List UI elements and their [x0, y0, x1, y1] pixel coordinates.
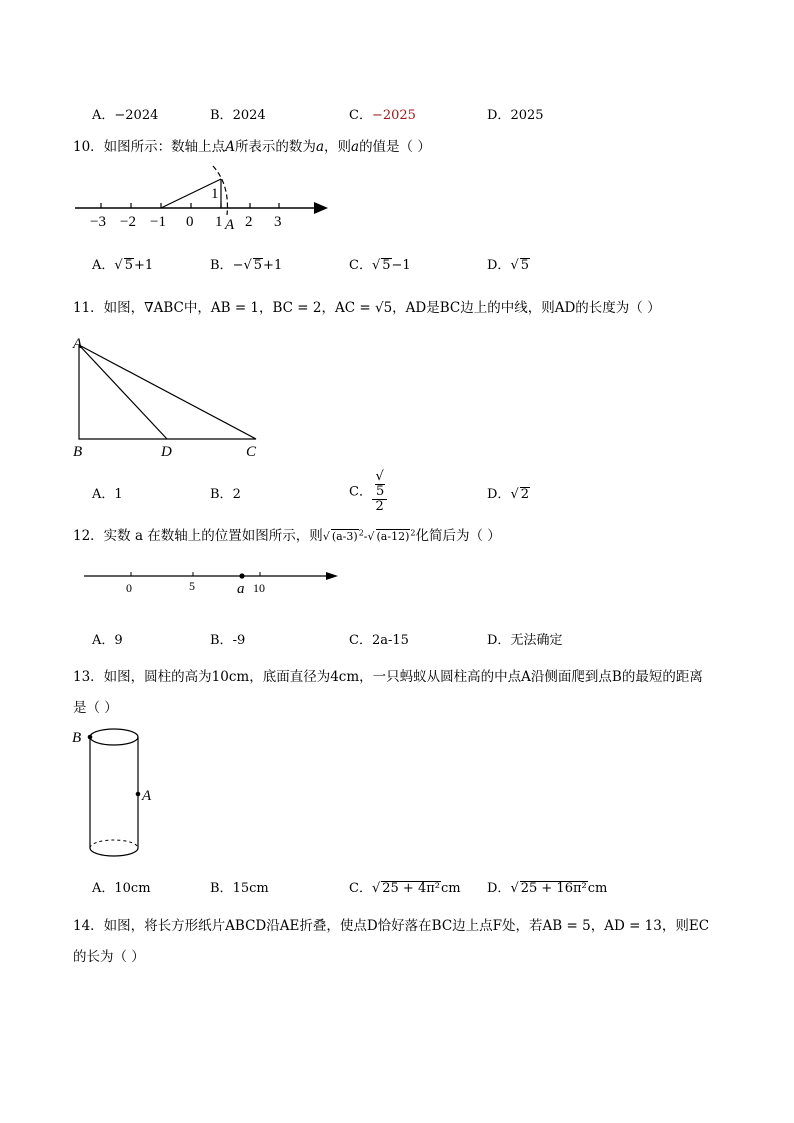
- q13-stem-line2: 是（ ）: [73, 700, 118, 716]
- q12-option-d: D．无法确定: [487, 633, 563, 648]
- q11-option-a: A．1: [92, 487, 123, 502]
- q13-option-a: A．10cm: [92, 881, 151, 896]
- q12-option-b: B．-9: [210, 633, 246, 648]
- tick-label: 2: [245, 214, 253, 230]
- tick-label: −2: [120, 214, 136, 230]
- q11-triangle-figure: [70, 333, 270, 463]
- q13-cylinder-figure: [70, 722, 165, 862]
- q12-option-c: C．2a-15: [349, 633, 409, 648]
- q10-option-d: D．√ 5: [487, 258, 530, 273]
- q11-option-d: D．√ 2: [487, 487, 530, 502]
- point-d-label: D: [161, 444, 172, 460]
- q12-option-a: A．9: [92, 633, 123, 648]
- q11-option-b: B．2: [210, 487, 241, 502]
- q10-number-line-figure: [70, 160, 340, 235]
- q13-option-c: C．√ 25 + 4π²cm: [349, 881, 461, 896]
- q10-option-c: C．√ 5−1: [349, 258, 411, 273]
- q13-option-b: B．15cm: [210, 881, 269, 896]
- tick-label: 5: [189, 579, 195, 593]
- vertex-b-label: B: [73, 444, 83, 460]
- q11-option-c: C． √ 5 2: [349, 470, 387, 514]
- q14-stem-line2: 的长为（ ）: [73, 949, 145, 965]
- tick-label: −1: [150, 214, 166, 230]
- tick-label: 10: [253, 581, 265, 595]
- q10-option-a: A．√ 5+1: [92, 258, 154, 273]
- point-a-label: a: [237, 581, 245, 597]
- tick-label: −3: [90, 214, 106, 230]
- q10-option-b: B．−√ 5+1: [210, 258, 283, 273]
- point-a-label: A: [225, 217, 235, 233]
- q10-stem: 10．如图所示：数轴上点A所表示的数为a，则a的值是（ ）: [73, 139, 431, 155]
- q9-option-a: A．−2024: [92, 108, 159, 123]
- q11-stem: 11．如图，∇ABC中，AB = 1，BC = 2，AC = √5，AD是BC边上的中线，则AD的长度为（ ）: [73, 300, 661, 316]
- q12-number-line-figure: [80, 565, 345, 600]
- tick-label: 1: [215, 214, 223, 230]
- q9-option-d: D．2025: [487, 108, 544, 123]
- vertex-c-label: C: [246, 444, 257, 460]
- q12-stem: 12．实数 a 在数轴上的位置如图所示，则√ $(a-3)^2-√$ $(a-12)^2$化简后为（ ）: [73, 528, 501, 544]
- q14-stem-line1: 14．如图，将长方形纸片ABCD沿AE折叠，使点D恰好落在BC边上点F处，若AB = 5，AD = 13，则EC: [73, 918, 710, 934]
- tick-label: 3: [274, 214, 282, 230]
- tick-label: 0: [126, 581, 132, 595]
- q13-stem-line1: 13．如图，圆柱的高为10cm，底面直径为4cm，一只蚂蚁从圆柱高的中点A沿侧面爬到点B的最短的距离: [73, 669, 703, 685]
- point-b-label: B: [72, 730, 82, 746]
- tick-label: 0: [186, 214, 194, 230]
- q13-option-d: D．√ 25 + 16π²cm: [487, 881, 608, 896]
- q9-option-b: B．2024: [210, 108, 266, 123]
- vertex-a-label: A: [73, 336, 83, 352]
- q9-option-c: C．−2025: [349, 108, 416, 123]
- q10-height-label: 1: [211, 186, 219, 202]
- point-a-label: A: [142, 788, 152, 804]
